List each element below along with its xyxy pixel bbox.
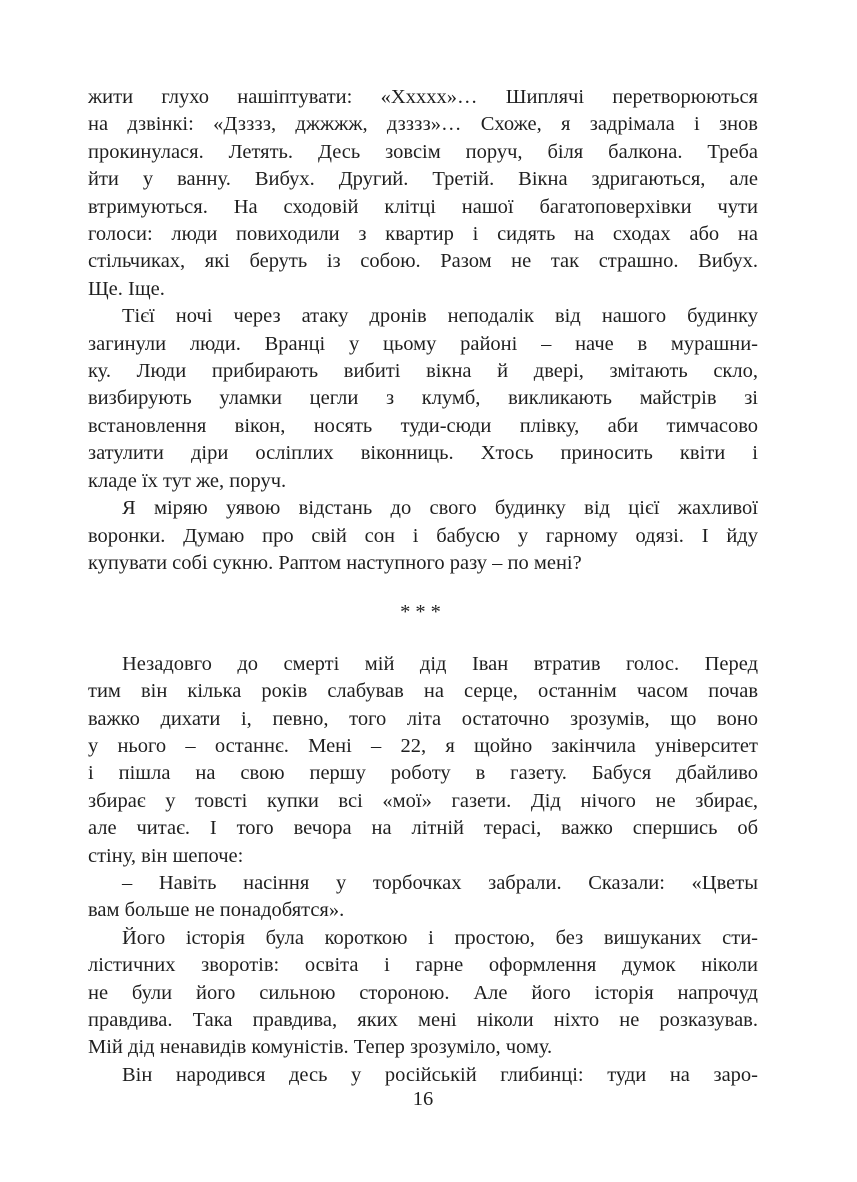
paragraph bbox=[88, 870, 758, 925]
text-line: стільчиках, які беруть із собою. Разом не так страшно. Вибух. bbox=[88, 250, 758, 273]
text-line: визбирують уламки цегли з клумб, викликають майстрів зі bbox=[88, 387, 758, 410]
text-line: і пішла на свою першу роботу в газету. Бабуся дбайливо bbox=[88, 762, 758, 785]
text-line: але читає. І того вечора на літній терасі, важко спершись об bbox=[88, 817, 758, 840]
text-line: Його історія була короткою і простою, без вишуканих сти- bbox=[122, 926, 758, 949]
text-line: затулити діри осліплих віконниць. Хтось приносить квіти і bbox=[88, 442, 758, 465]
text-line: йти у ванну. Вибух. Другий. Третій. Вікна здригаються, але bbox=[88, 168, 758, 191]
text-line: Я міряю уявою відстань до свого будинку від цієї жахливої bbox=[122, 497, 758, 520]
page-text bbox=[88, 84, 758, 1089]
text-line: у нього – останнє. Мені – 22, я щойно закінчила університет bbox=[88, 734, 758, 757]
text-line: воронки. Думаю про свій сон і бабусю у гарному одязі. І йду bbox=[88, 524, 758, 547]
text-line: ку. Люди прибирають вибиті вікна й двері, змітають скло, bbox=[88, 360, 758, 383]
paragraph bbox=[88, 925, 758, 1062]
text-line: лістичних зворотів: освіта і гарне оформлення думок ніколи bbox=[88, 954, 758, 977]
text-line: вам больше не понадобятся». bbox=[88, 899, 345, 922]
text-line: Він народився десь у російській глибинці: туди на заро- bbox=[122, 1063, 758, 1086]
paragraph bbox=[88, 495, 758, 577]
text-line: не були його сильною стороною. Але його історія напрочуд bbox=[88, 981, 758, 1004]
text-line: встановлення вікон, носять туди-сюди плівку, аби тимчасово bbox=[88, 414, 758, 437]
page-number: 16 bbox=[412, 1088, 434, 1110]
text-line: прокинулася. Летять. Десь зовсім поруч, біля балкона. Треба bbox=[88, 140, 758, 163]
text-line: правдива. Така правдива, яких мені ніколи ніхто не розказував. bbox=[88, 1009, 758, 1031]
paragraph bbox=[88, 303, 758, 495]
paragraph bbox=[88, 651, 758, 870]
text-line: на дзвінкі: «Дзззз, джжжж, дзззз»… Схоже, я задрімала і знов bbox=[88, 113, 758, 136]
text-line: голоси: люди повиходили з квартир і сидять на сходах або на bbox=[88, 223, 758, 246]
text-line: загинули люди. Вранці у цьому районі – наче в мурашни- bbox=[88, 332, 758, 355]
paragraph bbox=[88, 84, 758, 303]
text-line: Ще. Іще. bbox=[88, 277, 165, 300]
text-line: кладе їх тут же, поруч. bbox=[88, 469, 287, 492]
text-line: стіну, він шепоче: bbox=[88, 844, 244, 867]
text-line: Незадовго до смерті мій дід Іван втратив голос. Перед bbox=[122, 652, 758, 675]
text-line: купувати собі сукню. Раптом наступного разу – по мені? bbox=[88, 551, 582, 574]
text-line: тим він кілька років слабував на серце, останнім часом почав bbox=[88, 680, 758, 703]
section-separator: *** bbox=[400, 601, 446, 624]
text-line: – Навіть насіння у торбочках забрали. Сказали: «Цветы bbox=[122, 871, 758, 894]
text-line: збирає у товсті купки всі «мої» газети. Дід нічого не збирає, bbox=[88, 789, 758, 812]
text-line: Мій дід ненавидів комуністів. Тепер зрозуміло, чому. bbox=[88, 1036, 553, 1059]
text-line: втримуються. На сходовій клітці нашої багатоповерхівки чути bbox=[88, 195, 758, 218]
text-line: Тієї ночі через атаку дронів неподалік від нашого будинку bbox=[122, 305, 758, 328]
text-line: важко дихати і, певно, того літа остаточно зрозумів, що воно bbox=[88, 707, 758, 730]
text-line: жити глухо нашіптувати: «Ххххх»… Шиплячі перетворюються bbox=[88, 86, 758, 108]
